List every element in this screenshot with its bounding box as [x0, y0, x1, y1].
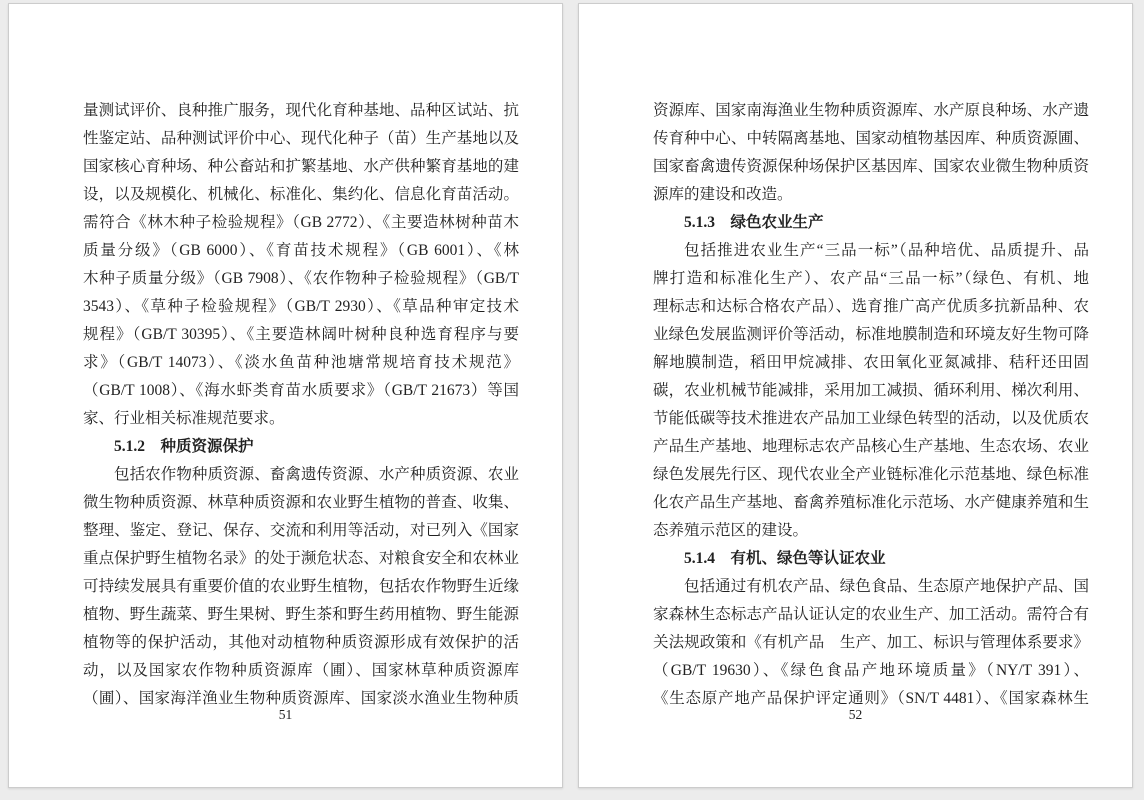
text-line: 包括推进农业生产“三品一标”（品种培优、品质提升、品 [684, 242, 1089, 259]
text-line: 规程》（GB/T 30395）、《主要造林阔叶树种良种选育程序与要 [83, 326, 519, 343]
text-line: 求》（GB/T 14073）、《淡水鱼苗种池塘常规培育技术规范》 [83, 354, 519, 371]
text-line: 植物、野生蔬菜、野生果树、野生茶和野生药用植物、野生能源 [83, 606, 519, 623]
text-line: 业绿色发展监测评价等活动，标准地膜制造和环境友好生物可降 [653, 326, 1089, 343]
text-line: 《生态原产地产品保护评定通则》（SN/T 4481）、《国家森林生 [653, 690, 1089, 707]
text-line: 性鉴定站、品种测试评价中心、现代化种子（苗）生产基地以及 [83, 130, 519, 147]
text-line: 产品生产基地、地理标志农产品核心生产基地、生态农场、农业 [653, 438, 1089, 455]
text-line: 化农产品生产基地、畜禽养殖标准化示范场、水产健康养殖和生 [653, 494, 1089, 511]
page-number: 51 [278, 707, 293, 722]
text-line: 碳，农业机械节能减排，采用加工减损、循环利用、梯次利用、 [653, 382, 1089, 399]
text-line: 牌打造和标准化生产）、农产品“三品一标”（绿色、有机、地 [653, 270, 1089, 287]
text-line: 重点保护野生植物名录》的处于濒危状态、对粮食安全和农林业 [83, 550, 519, 567]
text-line: 质量分级》（GB 6000）、《育苗技术规程》（GB 6001）、《林 [83, 242, 519, 259]
text-line: （圃）、国家海洋渔业生物种质资源库、国家淡水渔业生物种质 [83, 690, 519, 707]
document-page-52 [578, 3, 1133, 788]
text-line: 关法规政策和《有机产品 生产、加工、标识与管理体系要求》 [653, 634, 1089, 651]
text-line: 理标志和达标合格农产品）、选育推广高产优质多抗新品种、农 [653, 298, 1089, 315]
page-52-text [653, 97, 1089, 713]
text-line: 设，以及规模化、机械化、标准化、集约化、信息化育苗活动。 [83, 186, 519, 203]
text-line: 国家畜禽遗传资源保种场保护区基因库、国家农业微生物种质资 [653, 158, 1089, 175]
text-line: 3543）、《草种子检验规程》（GB/T 2930）、《草品种审定技术 [83, 298, 519, 315]
text-line: 家、行业相关标准规范要求。 [83, 410, 285, 427]
text-line: 解地膜制造，稻田甲烷减排、农田氧化亚氮减排、秸秆还田固 [653, 354, 1089, 371]
document-page-51 [8, 3, 563, 788]
text-line: 量测试评价、良种推广服务，现代化育种基地、品种区试站、抗 [83, 102, 519, 119]
text-line: 家森林生态标志产品认证认定的农业生产、加工活动。需符合有 [653, 606, 1089, 623]
text-line: 木种子质量分级》（GB 7908）、《农作物种子检验规程》（GB/T [83, 270, 519, 287]
section-heading: 5.1.4 有机、绿色等认证农业 [684, 550, 886, 567]
text-line: 植物等的保护活动，其他对动植物种质资源形成有效保护的活 [83, 634, 519, 651]
text-line: 态养殖示范区的建设。 [653, 522, 809, 539]
text-line: 可持续发展具有重要价值的农业野生植物，包括农作物野生近缘 [83, 578, 519, 595]
section-heading: 5.1.2 种质资源保护 [114, 438, 254, 455]
text-line: 节能低碳等技术推进农产品加工业绿色转型的活动，以及优质农 [653, 410, 1089, 427]
text-line: 绿色发展先行区、现代农业全产业链标准化示范基地、绿色标准 [653, 466, 1089, 483]
text-line: 需符合《林木种子检验规程》（GB 2772）、《主要造林树种苗木 [83, 214, 519, 231]
page-number: 52 [848, 707, 863, 722]
text-line: 传育种中心、中转隔离基地、国家动植物基因库、种质资源圃、 [653, 130, 1089, 147]
text-line: 资源库、国家南海渔业生物种质资源库、水产原良种场、水产遗 [653, 102, 1089, 119]
page-51-text [83, 97, 519, 713]
text-line: 国家核心育种场、种公畜站和扩繁基地、水产供种繁育基地的建 [83, 158, 519, 175]
section-heading: 5.1.3 绿色农业生产 [684, 214, 824, 231]
text-line: 动，以及国家农作物种质资源库（圃）、国家林草种质资源库 [83, 662, 519, 679]
text-line: 整理、鉴定、登记、保存、交流和利用等活动，对已列入《国家 [83, 522, 519, 539]
text-line: 源库的建设和改造。 [653, 186, 793, 203]
text-line: （GB/T 1008）、《海水虾类育苗水质要求》（GB/T 21673）等国 [83, 382, 519, 399]
text-line: （GB/T 19630）、《绿色食品产地环境质量》（NY/T 391）、 [653, 662, 1089, 679]
text-line: 包括通过有机农产品、绿色食品、生态原产地保护产品、国 [684, 578, 1089, 595]
text-line: 微生物种质资源、林草种质资源和农业野生植物的普查、收集、 [83, 494, 519, 511]
text-line: 包括农作物种质资源、畜禽遗传资源、水产种质资源、农业 [114, 466, 519, 483]
